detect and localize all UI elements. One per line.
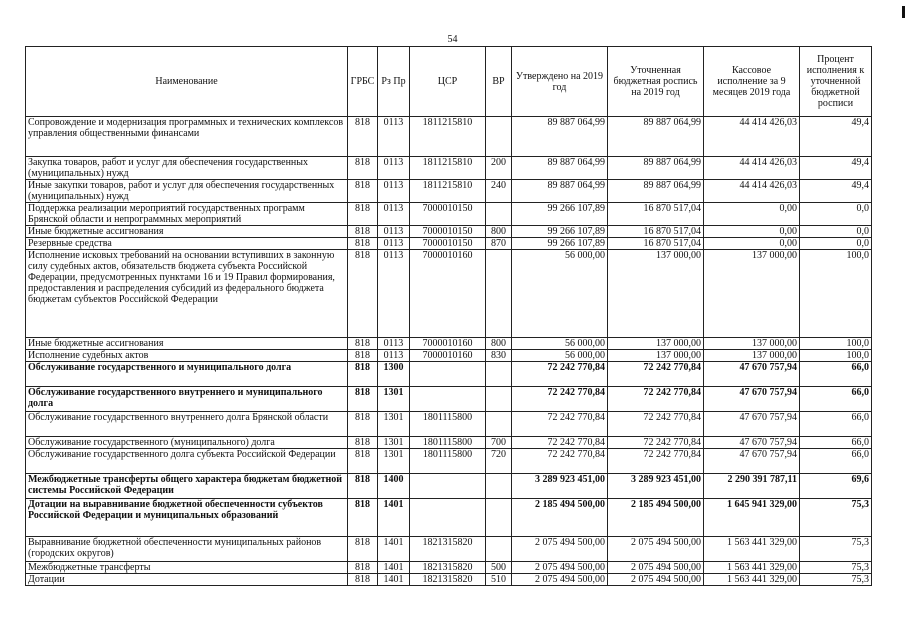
cell-approved: 2 075 494 500,00 xyxy=(512,574,608,586)
cell-grbs: 818 xyxy=(348,562,378,574)
cell-refined: 2 075 494 500,00 xyxy=(608,562,704,574)
header-percent: Процент исполнения к уточненной бюджетной росписи xyxy=(800,47,872,117)
cell-vr xyxy=(486,250,512,338)
cell-vr xyxy=(486,117,512,157)
cell-rzpr: 1401 xyxy=(378,562,410,574)
table-row xyxy=(26,203,872,226)
cell-name: Закупка товаров, работ и услуг для обеспечения государственных (муниципальных) нужд xyxy=(26,157,348,180)
cell-grbs: 818 xyxy=(348,574,378,586)
cell-percent: 0,0 xyxy=(800,238,872,250)
cell-csr: 7000010150 xyxy=(410,203,486,226)
cell-name: Резервные средства xyxy=(26,238,348,250)
cell-percent: 66,0 xyxy=(800,387,872,412)
cell-csr xyxy=(410,499,486,537)
cell-name: Межбюджетные трансферты xyxy=(26,562,348,574)
table-row xyxy=(26,449,872,474)
cell-cash: 0,00 xyxy=(704,226,800,238)
cell-vr: 720 xyxy=(486,449,512,474)
cell-approved: 72 242 770,84 xyxy=(512,387,608,412)
cell-rzpr: 1401 xyxy=(378,574,410,586)
cell-csr: 7000010160 xyxy=(410,338,486,350)
table-row xyxy=(26,437,872,449)
header-grbs: ГРБС xyxy=(348,47,378,117)
cell-approved: 2 075 494 500,00 xyxy=(512,562,608,574)
cell-refined: 72 242 770,84 xyxy=(608,449,704,474)
cell-vr: 800 xyxy=(486,226,512,238)
header-rzpr: Рз Пр xyxy=(378,47,410,117)
cell-approved: 72 242 770,84 xyxy=(512,449,608,474)
header-refined: Уточненная бюджетная роспись на 2019 год xyxy=(608,47,704,117)
cell-approved: 72 242 770,84 xyxy=(512,412,608,437)
cell-cash: 137 000,00 xyxy=(704,338,800,350)
cell-cash: 44 414 426,03 xyxy=(704,157,800,180)
cell-vr xyxy=(486,362,512,387)
table-body xyxy=(26,117,872,586)
cell-csr xyxy=(410,362,486,387)
table-row xyxy=(26,562,872,574)
cell-refined: 2 185 494 500,00 xyxy=(608,499,704,537)
cell-csr: 1801115800 xyxy=(410,449,486,474)
cell-name: Исполнение исковых требований на основании вступивших в законную силу судебных актов, обязательств бюджета субъекта Российской Федерации, предусмотренных пунктами 16 и 19 Правил формирования, предоставления и распределения субсидий из федерального бюджета бюджетам субъектов Российской Федерации xyxy=(26,250,348,338)
cell-refined: 16 870 517,04 xyxy=(608,203,704,226)
cell-approved: 89 887 064,99 xyxy=(512,180,608,203)
cell-vr xyxy=(486,537,512,562)
cell-rzpr: 1301 xyxy=(378,387,410,412)
cell-approved: 99 266 107,89 xyxy=(512,226,608,238)
cell-cash: 47 670 757,94 xyxy=(704,387,800,412)
header-csr: ЦСР xyxy=(410,47,486,117)
cell-refined: 89 887 064,99 xyxy=(608,180,704,203)
cell-csr: 1801115800 xyxy=(410,437,486,449)
cell-rzpr: 1301 xyxy=(378,412,410,437)
cell-grbs: 818 xyxy=(348,474,378,499)
cell-grbs: 818 xyxy=(348,499,378,537)
cell-refined: 72 242 770,84 xyxy=(608,362,704,387)
cell-csr: 7000010150 xyxy=(410,238,486,250)
cell-grbs: 818 xyxy=(348,537,378,562)
cell-approved: 56 000,00 xyxy=(512,250,608,338)
cell-name: Обслуживание государственного внутреннего долга Брянской области xyxy=(26,412,348,437)
cell-grbs: 818 xyxy=(348,449,378,474)
cell-percent: 49,4 xyxy=(800,117,872,157)
cell-rzpr: 0113 xyxy=(378,203,410,226)
cell-percent: 75,3 xyxy=(800,537,872,562)
cell-rzpr: 0113 xyxy=(378,350,410,362)
cell-percent: 69,6 xyxy=(800,474,872,499)
cell-refined: 16 870 517,04 xyxy=(608,226,704,238)
cell-vr: 700 xyxy=(486,437,512,449)
cell-percent: 0,0 xyxy=(800,203,872,226)
cell-csr: 7000010150 xyxy=(410,226,486,238)
cell-approved: 2 075 494 500,00 xyxy=(512,537,608,562)
table-row xyxy=(26,226,872,238)
budget-table xyxy=(25,46,872,586)
cell-cash: 137 000,00 xyxy=(704,250,800,338)
cell-cash: 47 670 757,94 xyxy=(704,449,800,474)
cell-approved: 56 000,00 xyxy=(512,350,608,362)
cell-approved: 72 242 770,84 xyxy=(512,362,608,387)
cell-cash: 47 670 757,94 xyxy=(704,362,800,387)
header-row xyxy=(26,47,872,117)
cell-percent: 66,0 xyxy=(800,362,872,387)
cell-vr xyxy=(486,412,512,437)
cell-cash: 137 000,00 xyxy=(704,350,800,362)
cell-refined: 89 887 064,99 xyxy=(608,157,704,180)
cell-approved: 99 266 107,89 xyxy=(512,203,608,226)
cell-grbs: 818 xyxy=(348,250,378,338)
cell-grbs: 818 xyxy=(348,238,378,250)
cell-rzpr: 1401 xyxy=(378,537,410,562)
cell-grbs: 818 xyxy=(348,437,378,449)
cell-refined: 3 289 923 451,00 xyxy=(608,474,704,499)
cell-refined: 72 242 770,84 xyxy=(608,437,704,449)
cell-csr: 1801115800 xyxy=(410,412,486,437)
cell-grbs: 818 xyxy=(348,180,378,203)
cell-refined: 137 000,00 xyxy=(608,338,704,350)
table-row xyxy=(26,537,872,562)
cell-grbs: 818 xyxy=(348,350,378,362)
table-row xyxy=(26,474,872,499)
cell-csr: 1821315820 xyxy=(410,562,486,574)
cell-refined: 2 075 494 500,00 xyxy=(608,537,704,562)
cell-name: Межбюджетные трансферты общего характера бюджетам бюджетной системы Российской Федерации xyxy=(26,474,348,499)
table-row xyxy=(26,180,872,203)
cell-percent: 100,0 xyxy=(800,250,872,338)
cell-rzpr: 1300 xyxy=(378,362,410,387)
cell-rzpr: 1301 xyxy=(378,449,410,474)
table-row xyxy=(26,412,872,437)
cell-grbs: 818 xyxy=(348,226,378,238)
table-row xyxy=(26,350,872,362)
table-row xyxy=(26,574,872,586)
cell-grbs: 818 xyxy=(348,203,378,226)
cell-percent: 66,0 xyxy=(800,449,872,474)
cell-percent: 49,4 xyxy=(800,157,872,180)
cell-vr: 510 xyxy=(486,574,512,586)
cell-rzpr: 0113 xyxy=(378,226,410,238)
cell-name: Иные бюджетные ассигнования xyxy=(26,338,348,350)
cell-rzpr: 1400 xyxy=(378,474,410,499)
header-name: Наименование xyxy=(26,47,348,117)
cell-csr xyxy=(410,474,486,499)
cell-approved: 3 289 923 451,00 xyxy=(512,474,608,499)
cell-approved: 56 000,00 xyxy=(512,338,608,350)
cell-rzpr: 0113 xyxy=(378,180,410,203)
table-row xyxy=(26,117,872,157)
cell-percent: 66,0 xyxy=(800,437,872,449)
cell-name: Иные бюджетные ассигнования xyxy=(26,226,348,238)
cell-vr: 500 xyxy=(486,562,512,574)
cell-name: Сопровождение и модернизация программных и технических комплексов управления общественными финансами xyxy=(26,117,348,157)
cell-csr: 1811215810 xyxy=(410,180,486,203)
cell-refined: 72 242 770,84 xyxy=(608,412,704,437)
cell-name: Иные закупки товаров, работ и услуг для обеспечения государственных (муниципальных) нужд xyxy=(26,180,348,203)
cell-cash: 47 670 757,94 xyxy=(704,437,800,449)
cell-csr: 1821315820 xyxy=(410,574,486,586)
cell-percent: 75,3 xyxy=(800,574,872,586)
cell-csr: 7000010160 xyxy=(410,350,486,362)
cell-percent: 100,0 xyxy=(800,338,872,350)
cell-csr: 1811215810 xyxy=(410,117,486,157)
cell-grbs: 818 xyxy=(348,157,378,180)
cell-csr: 1821315820 xyxy=(410,537,486,562)
cell-vr xyxy=(486,499,512,537)
cell-cash: 2 290 391 787,11 xyxy=(704,474,800,499)
cell-percent: 66,0 xyxy=(800,412,872,437)
cell-cash: 47 670 757,94 xyxy=(704,412,800,437)
cell-grbs: 818 xyxy=(348,338,378,350)
cell-approved: 2 185 494 500,00 xyxy=(512,499,608,537)
table-row xyxy=(26,238,872,250)
header-approved: Утверждено на 2019 год xyxy=(512,47,608,117)
cell-name: Поддержка реализации мероприятий государственных программ Брянской области и непрограммных мероприятий xyxy=(26,203,348,226)
cell-refined: 137 000,00 xyxy=(608,350,704,362)
cell-approved: 72 242 770,84 xyxy=(512,437,608,449)
cell-cash: 44 414 426,03 xyxy=(704,117,800,157)
cell-name: Дотации на выравнивание бюджетной обеспеченности субъектов Российской Федерации и муниципальных образований xyxy=(26,499,348,537)
table-row xyxy=(26,499,872,537)
cell-rzpr: 0113 xyxy=(378,157,410,180)
cell-percent: 0,0 xyxy=(800,226,872,238)
cell-refined: 16 870 517,04 xyxy=(608,238,704,250)
cell-name: Обслуживание государственного (муниципального) долга xyxy=(26,437,348,449)
table-row xyxy=(26,362,872,387)
cell-percent: 75,3 xyxy=(800,499,872,537)
cell-vr xyxy=(486,474,512,499)
cell-percent: 75,3 xyxy=(800,562,872,574)
cell-vr: 830 xyxy=(486,350,512,362)
header-vr: ВР xyxy=(486,47,512,117)
page-number: 54 xyxy=(447,34,458,45)
cell-vr: 240 xyxy=(486,180,512,203)
cell-grbs: 818 xyxy=(348,362,378,387)
cell-cash: 1 645 941 329,00 xyxy=(704,499,800,537)
table-row xyxy=(26,250,872,338)
cell-refined: 89 887 064,99 xyxy=(608,117,704,157)
cell-cash: 1 563 441 329,00 xyxy=(704,562,800,574)
cell-csr: 7000010160 xyxy=(410,250,486,338)
cell-refined: 137 000,00 xyxy=(608,250,704,338)
cell-approved: 89 887 064,99 xyxy=(512,117,608,157)
table-row xyxy=(26,157,872,180)
cell-name: Выравнивание бюджетной обеспеченности муниципальных районов (городских округов) xyxy=(26,537,348,562)
cell-refined: 72 242 770,84 xyxy=(608,387,704,412)
cell-grbs: 818 xyxy=(348,412,378,437)
cell-percent: 100,0 xyxy=(800,350,872,362)
cell-rzpr: 0113 xyxy=(378,338,410,350)
cell-approved: 89 887 064,99 xyxy=(512,157,608,180)
cell-vr xyxy=(486,387,512,412)
cell-vr: 800 xyxy=(486,338,512,350)
cell-cash: 0,00 xyxy=(704,238,800,250)
cell-approved: 99 266 107,89 xyxy=(512,238,608,250)
cell-cash: 44 414 426,03 xyxy=(704,180,800,203)
cell-csr xyxy=(410,387,486,412)
table-row xyxy=(26,338,872,350)
cell-vr xyxy=(486,203,512,226)
cell-cash: 0,00 xyxy=(704,203,800,226)
cell-vr: 200 xyxy=(486,157,512,180)
cell-refined: 2 075 494 500,00 xyxy=(608,574,704,586)
cell-vr: 870 xyxy=(486,238,512,250)
cell-cash: 1 563 441 329,00 xyxy=(704,574,800,586)
cell-grbs: 818 xyxy=(348,117,378,157)
cell-rzpr: 0113 xyxy=(378,250,410,338)
cell-name: Обслуживание государственного и муниципального долга xyxy=(26,362,348,387)
table-row xyxy=(26,387,872,412)
cell-csr: 1811215810 xyxy=(410,157,486,180)
header-cash: Кассовое исполнение за 9 месяцев 2019 года xyxy=(704,47,800,117)
cell-name: Обслуживание государственного внутреннего и муниципального долга xyxy=(26,387,348,412)
cell-percent: 49,4 xyxy=(800,180,872,203)
cell-name: Исполнение судебных актов xyxy=(26,350,348,362)
cell-grbs: 818 xyxy=(348,387,378,412)
cell-rzpr: 1301 xyxy=(378,437,410,449)
cell-rzpr: 1401 xyxy=(378,499,410,537)
cell-name: Обслуживание государственного долга субъекта Российской Федерации xyxy=(26,449,348,474)
cell-name: Дотации xyxy=(26,574,348,586)
cell-rzpr: 0113 xyxy=(378,238,410,250)
cell-rzpr: 0113 xyxy=(378,117,410,157)
cell-cash: 1 563 441 329,00 xyxy=(704,537,800,562)
